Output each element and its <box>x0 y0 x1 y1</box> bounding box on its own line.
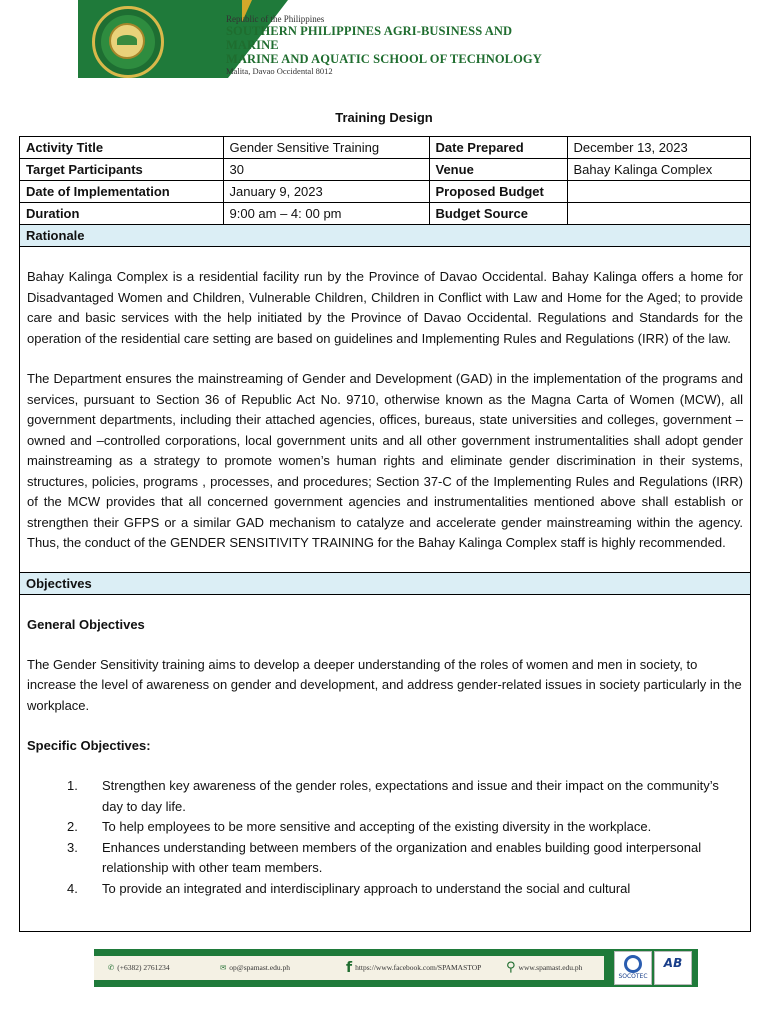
list-item: 1. Strengthen key awareness of the gender roles, expectations and issue and their impact on the community’s day to day life. <box>67 778 719 814</box>
rationale-body <box>20 247 750 572</box>
venue-label: Venue <box>429 159 567 181</box>
venue-value: Bahay Kalinga Complex <box>567 159 750 181</box>
duration-value: 9:00 am – 4: 00 pm <box>223 203 429 225</box>
facebook-icon: f <box>346 960 353 977</box>
phone-icon: ✆ <box>108 963 115 973</box>
activity-title-value: Gender Sensitive Training <box>223 137 429 159</box>
date-prepared-label: Date Prepared <box>429 137 567 159</box>
footer-contact-band <box>94 956 604 980</box>
table-row <box>20 203 750 225</box>
duration-label: Duration <box>20 203 223 225</box>
contact-footer <box>94 949 698 987</box>
table-row <box>20 137 750 159</box>
specific-objectives-heading: Specific Objectives: <box>27 738 151 753</box>
rationale-heading: Rationale <box>20 225 750 247</box>
general-objectives-text: The Gender Sensitivity training aims to develop a deeper understanding of the roles of women and men in society, to increase the level of awareness on gender and development, and address gender-related issues in society particularly in the workplace. <box>27 656 742 713</box>
budget-source-label: Budget Source <box>429 203 567 225</box>
objectives-body <box>20 595 750 918</box>
proposed-budget-label: Proposed Budget <box>429 181 567 203</box>
footer-website: ⚲ www.spamast.edu.ph <box>506 956 582 980</box>
socotec-certification-logo: SOCOTEC <box>614 951 652 985</box>
ab-accreditation-logo: AB <box>654 951 692 985</box>
document-title: Training Design <box>335 110 433 125</box>
letterhead <box>78 0 568 78</box>
activity-title-label: Activity Title <box>20 137 223 159</box>
specific-objectives-list <box>20 776 750 899</box>
footer-email: ✉ op@spamast.edu.ph <box>220 956 290 980</box>
footer-facebook: fhttps://www.facebook.com/SPAMASTOP <box>346 956 481 980</box>
info-table <box>20 137 750 225</box>
target-participants-label: Target Participants <box>20 159 223 181</box>
budget-source-value <box>567 203 750 225</box>
target-participants-value: 30 <box>223 159 429 181</box>
school-seal-logo <box>92 6 164 78</box>
date-prepared-value: December 13, 2023 <box>567 137 750 159</box>
republic-label: Republic of the Philippines <box>226 14 325 24</box>
proposed-budget-value <box>567 181 750 203</box>
rationale-paragraph-2: The Department ensures the mainstreaming of Gender and Development (GAD) in the implementation of the programs and services, pursuant to Section 36 of Republic Act No. 9710, otherwise known as the Magna Carta of Women (MCW), all government departments, including their attached agencies, offices, bureaus, state universities and colleges, government –owned and –controlled corporations, local government units and all other government instrumentalities shall adopt gender mainstreaming as a strategy to promote women’s human rights and eliminate gender discrimination in their systems, structures, policies, programs , processes, and procedures; Section 37-C of the Implementing Rules and Regulations (IRR) of the MCW provides that all concerned government agencies and instrumentalities mentioned above shall establish or strengthen their GFPS or a similar GAD mechanism to catalyze and accelerate gender mainstreaming within the agency. Thus, the conduct of the GENDER SENSITIVITY TRAINING for the Bahay Kalinga Complex staff is highly recommended. <box>27 371 743 550</box>
list-item: 2. To help employees to be more sensitive and accepting of the existing diversity in the workplace. <box>67 819 652 834</box>
objectives-heading: Objectives <box>20 572 750 595</box>
training-design-table <box>19 136 751 932</box>
date-of-implementation-value: January 9, 2023 <box>223 181 429 203</box>
letterhead-text <box>226 14 568 77</box>
table-row <box>20 159 750 181</box>
mail-icon: ✉ <box>220 963 227 973</box>
list-item: 4. To provide an integrated and interdisciplinary approach to understand the social and cultural <box>67 880 631 896</box>
table-row <box>20 181 750 203</box>
school-name-line2: MARINE AND AQUATIC SCHOOL OF TECHNOLOGY <box>226 52 542 66</box>
school-address: Malita, Davao Occidental 8012 <box>226 66 333 76</box>
rationale-paragraph-1: Bahay Kalinga Complex is a residential facility run by the Province of Davao Occidental. Bahay Kalinga offers a home for Disadvantaged Women and Children, Vulnerable Children, Children in Conflict with Law and Home for the Aged; to provide care and basic services with the help initiated by the Province of Davao Occidental. Regulations and Standards for the operation of the residential care setting are based on guidelines and Implementing Rules and Regulations (IRR) of the law. <box>27 269 743 346</box>
date-of-implementation-label: Date of Implementation <box>20 181 223 203</box>
school-name-line1: SOUTHERN PHILIPPINES AGRI-BUSINESS AND MARINE <box>226 24 513 52</box>
footer-phone: ✆ (+6382) 2761234 <box>108 956 170 980</box>
list-item: 3. Enhances understanding between members of the organization and enables building good interpersonal relationship with other team members. <box>67 839 702 875</box>
general-objectives-heading: General Objectives <box>27 616 145 632</box>
web-search-icon: ⚲ <box>506 960 516 976</box>
